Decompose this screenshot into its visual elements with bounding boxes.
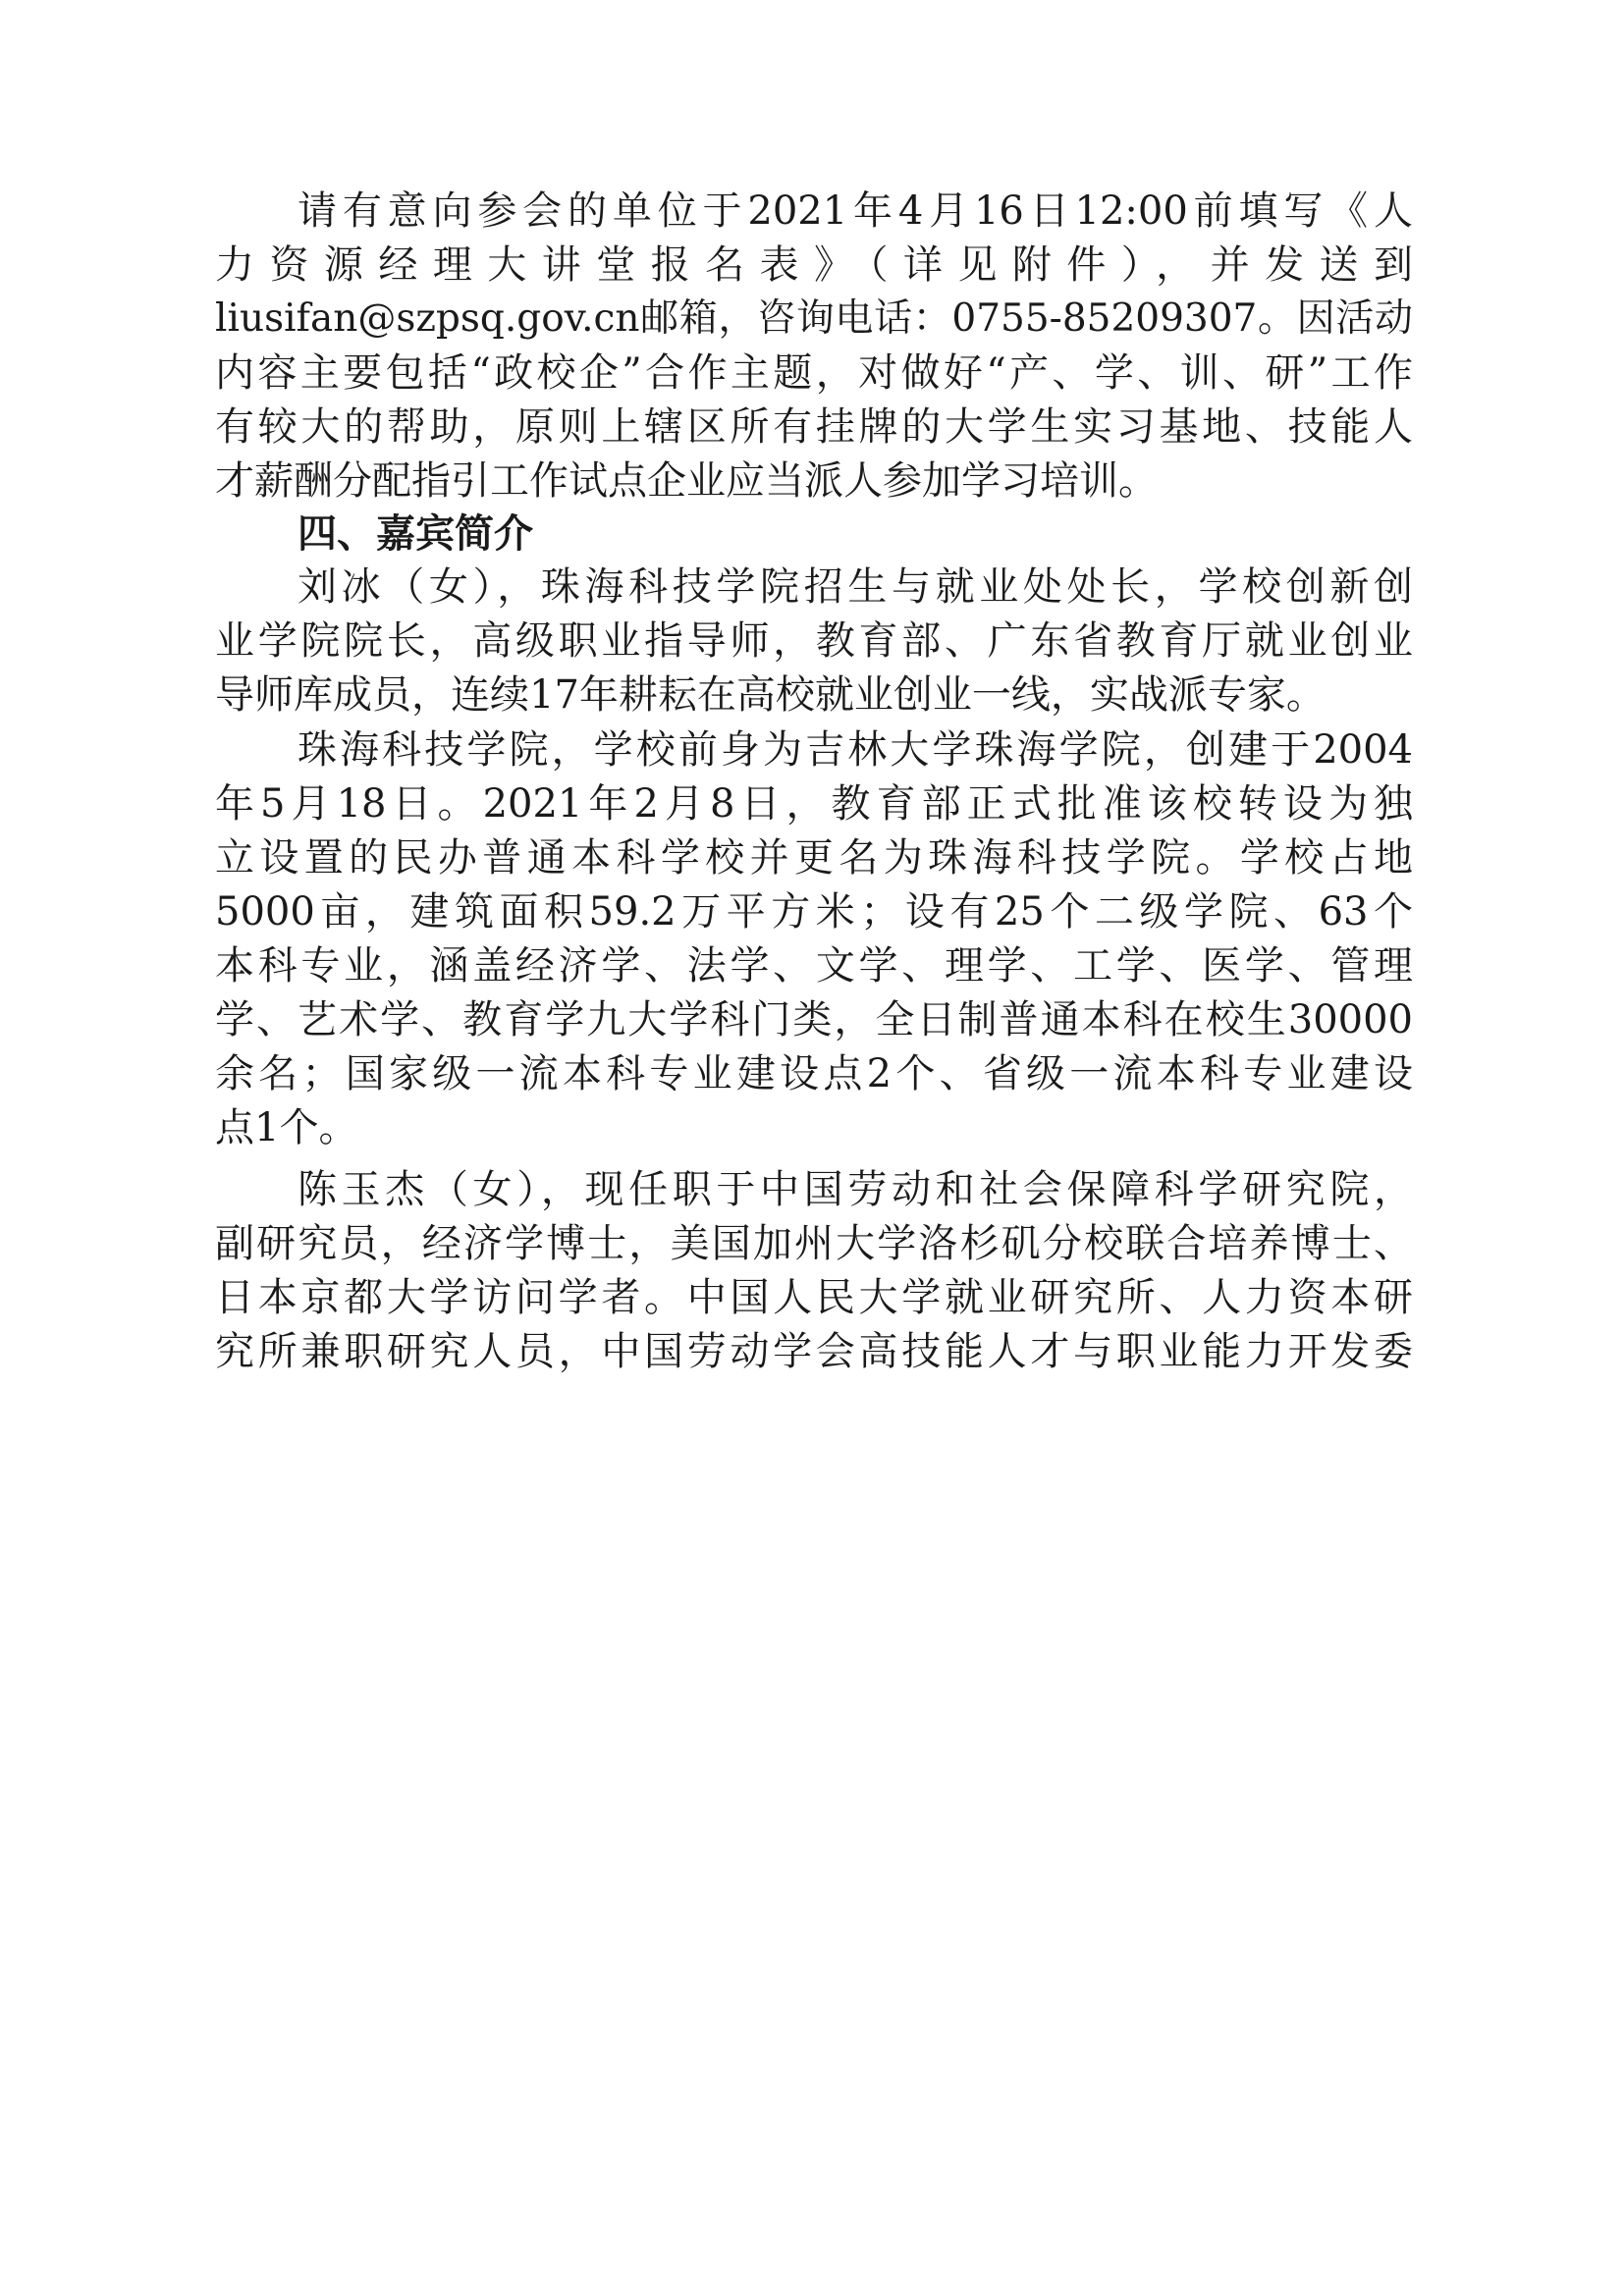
university-line-2: 年5月18日。2021年2月8日，教育部正式批准该校转设为独: [215, 781, 1413, 827]
university-line-4: 5000亩，建筑面积59.2万平方米；设有25个二级学院、63个: [215, 889, 1413, 934]
registration-line-6: 才薪酬分配指引工作试点企业应当派人参加学习培训。: [215, 458, 1158, 504]
registration-line-3: liusifan@szpsq.gov.cn邮箱，咨询电话：0755-85209307。因活动: [215, 296, 1413, 341]
registration-line-4: 内容主要包括“政校企”合作主题，对做好“产、学、训、研”工作: [215, 350, 1413, 396]
university-line-3: 立设置的民办普通本科学校并更名为珠海科技学院。学校占地: [215, 835, 1413, 881]
university-line-7: 余名；国家级一流本科专业建设点2个、省级一流本科专业建设: [215, 1051, 1413, 1096]
chenyujie-line-2: 副研究员，经济学博士，美国加州大学洛杉矶分校联合培养博士、: [215, 1221, 1413, 1266]
liubing-line-1: 刘冰（女），珠海科技学院招生与就业处处长，学校创新创: [298, 564, 1413, 610]
liubing-line-3: 导师库成员，连续17年耕耘在高校就业创业一线，实战派专家。: [215, 672, 1326, 718]
liubing-line-2: 业学院院长，高级职业指导师，教育部、广东省教育厅就业创业: [215, 618, 1413, 664]
university-line-1: 珠海科技学院，学校前身为吉林大学珠海学院，创建于2004: [298, 727, 1413, 773]
chenyujie-line-4: 究所兼职研究人员，中国劳动学会高技能人才与职业能力开发委: [215, 1329, 1413, 1374]
university-line-8: 点1个。: [215, 1105, 358, 1150]
chenyujie-line-3: 日本京都大学访问学者。中国人民大学就业研究所、人力资本研: [215, 1275, 1413, 1320]
section-heading: 四、嘉宾简介: [298, 511, 533, 557]
university-line-5: 本科专业，涵盖经济学、法学、文学、理学、工学、医学、管理: [215, 943, 1413, 988]
chenyujie-line-1: 陈玉杰（女），现任职于中国劳动和社会保障科学研究院，: [298, 1167, 1413, 1212]
registration-line-1: 请有意向参会的单位于2021年4月16日12:00前填写《人: [298, 188, 1413, 234]
registration-line-2: 力资源经理大讲堂报名表》（详见附件），并发送到: [215, 242, 1413, 288]
university-line-6: 学、艺术学、教育学九大学科门类，全日制普通本科在校生30000: [215, 997, 1413, 1042]
registration-line-5: 有较大的帮助，原则上辖区所有挂牌的大学生实习基地、技能人: [215, 404, 1413, 450]
